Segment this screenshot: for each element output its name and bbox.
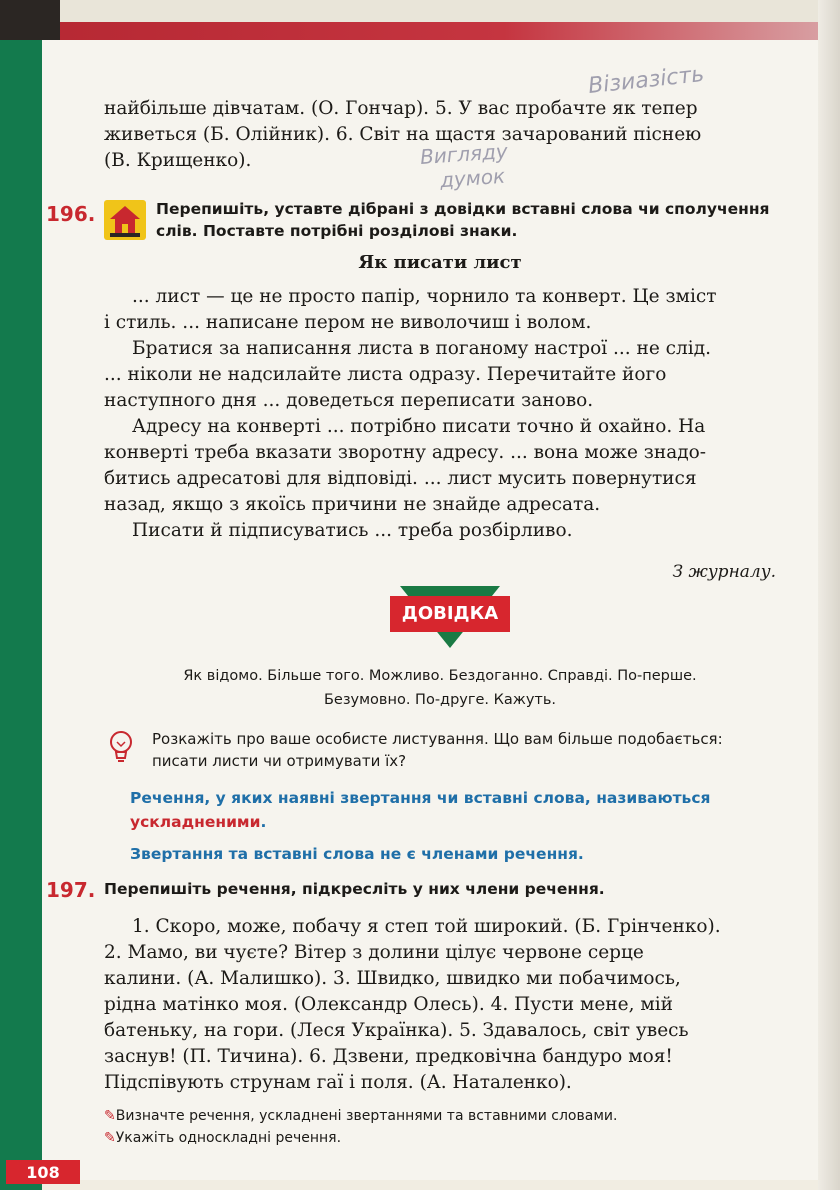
exercise-task: Перепишіть речення, підкресліть у них члени речення. (104, 880, 605, 898)
lightbulb-icon (108, 730, 134, 764)
footnote-text: Укажіть односкладні речення. (115, 1130, 342, 1146)
exercise-text (104, 284, 776, 544)
footnote (104, 1128, 776, 1148)
exercise-text (104, 914, 776, 1096)
footnote-text: Визначте речення, ускладнені звертаннями та вставними словами. (115, 1108, 618, 1124)
text-line: Писати й підписуватись ... треба розбірливо. (132, 520, 573, 541)
top-red-stripe (0, 22, 840, 42)
pencil-icon: ✎ (104, 1130, 116, 1146)
reference-line: Як відомо. Більше того. Можливо. Бездоганно. Справді. По-перше. (183, 668, 697, 684)
text-line: живеться (Б. Олійник). 6. Світ на щастя зачарований піснею (104, 124, 702, 145)
text-line: (В. Крищенко). (104, 150, 252, 171)
text-line: найбільше дівчатам. (О. Гончар). 5. У вас пробачте як тепер (104, 98, 698, 119)
page-number: 108 (6, 1160, 80, 1184)
rule-text: Речення, у яких наявні звертання чи вставні слова, називаються (130, 789, 711, 807)
text-line: наступного дня ... доведеться переписати заново. (104, 390, 594, 411)
handwritten-note: думок (439, 163, 506, 193)
rule-text: Звертання та вставні слова не є членами речення. (130, 845, 584, 863)
text-line: Підспівують струнам гаї і поля. (А. Наталенко). (104, 1072, 572, 1093)
text-line: битись адресатові для відповіді. ... лист мусить повернутися (104, 468, 697, 489)
reference-label: ДОВІДКА (390, 596, 510, 632)
text-line: рідна матінко моя. (Олександр Олесь). 4. Пусти мене, мій (104, 994, 673, 1015)
text-line: батеньку, на гори. (Леся Українка). 5. Здавалось, світ увесь (104, 1020, 689, 1041)
exercise-task: Перепишіть, уставте дібрані з довідки вставні слова чи сполучення слів. Поставте потрібні розділові знаки. (156, 200, 770, 240)
text-line: Братися за написання листа в поганому настрої ... не слід. (132, 338, 711, 359)
reference-badge (380, 586, 520, 656)
prev-exercise-tail (104, 96, 776, 174)
discussion-prompt: Розкажіть про ваше особисте листування. Що вам більше подобається: писати листи чи отримувати їх? (152, 730, 723, 770)
side-green-stripe (0, 40, 42, 1190)
text-line: Адресу на конверті ... потрібно писати точно й охайно. На (132, 416, 706, 437)
text-line: калини. (А. Малишко). 3. Швидко, швидко ми побачимось, (104, 968, 681, 989)
rule-box (130, 842, 776, 866)
text-source: З журналу. (672, 562, 776, 582)
exercise-number: 196. (46, 202, 96, 226)
text-line: конверті треба вказати зворотну адресу. ... вона може знадо- (104, 442, 707, 463)
text-line: ... лист — це не просто папір, чорнило та конверт. Це зміст (132, 286, 717, 307)
text-line: і стиль. ... написане пером не виволочиш і волом. (104, 312, 592, 333)
reference-words (104, 664, 776, 712)
handwritten-note: Візиазість (587, 61, 706, 100)
text-line: ... ніколи не надсилайте листа одразу. Перечитайте його (104, 364, 667, 385)
text-line: заснув! (П. Тичина). 6. Дзвени, предковічна бандуро моя! (104, 1046, 673, 1067)
text-line: 1. Скоро, може, побачу я степ той широкий. (Б. Грінченко). (132, 916, 721, 937)
rule-term: ускладненими (130, 813, 261, 831)
pencil-icon: ✎ (104, 1108, 116, 1124)
house-icon (104, 200, 146, 240)
text-line: назад, якщо з якоїсь причини не знайде адресата. (104, 494, 601, 515)
text-title: Як писати лист (358, 252, 522, 273)
handwritten-note: Вигляду (419, 138, 509, 170)
exercise-number: 197. (46, 878, 96, 902)
footnote (104, 1106, 776, 1126)
text-line: 2. Мамо, ви чуєте? Вітер з долини цілує червоне серце (104, 942, 644, 963)
reference-line: Безумовно. По-друге. Кажуть. (323, 692, 557, 708)
rule-punct: . (260, 813, 267, 831)
page-edge (818, 0, 840, 1190)
rule-box (130, 786, 776, 834)
